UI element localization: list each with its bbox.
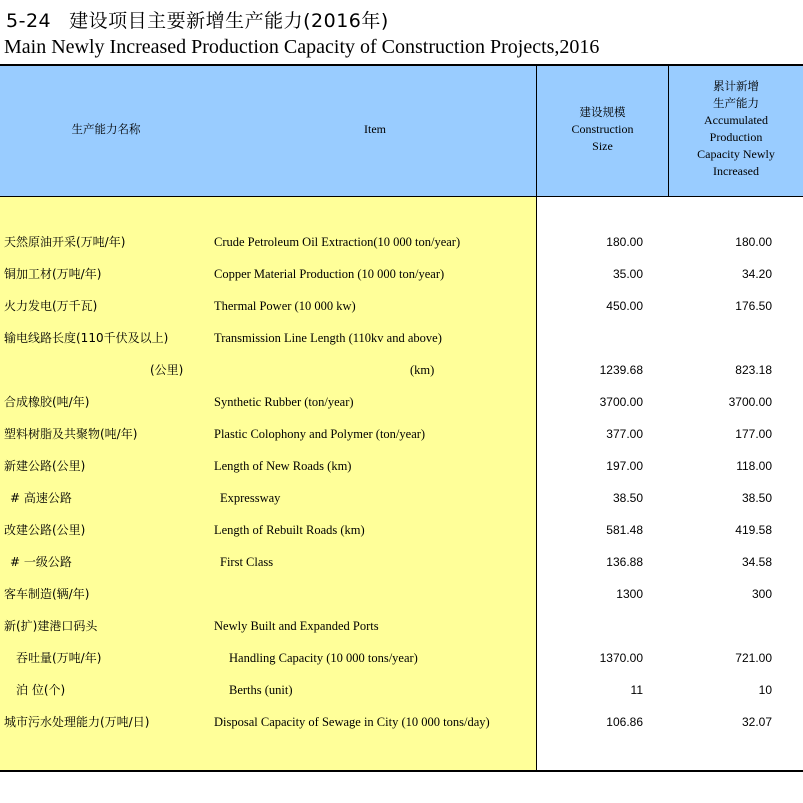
- row-name-en: Crude Petroleum Oil Extraction(10 000 ton/year): [214, 235, 461, 249]
- row-name-cn: # 一级公路: [10, 555, 72, 569]
- row-name-en: Disposal Capacity of Sewage in City (10 000 tons/day): [214, 715, 490, 729]
- row-size: 3700.00: [599, 395, 643, 409]
- page-title-cn: [6, 6, 389, 33]
- row-size: 1300: [616, 587, 643, 601]
- row-name-cn: 火力发电(万千瓦): [4, 299, 98, 313]
- row-accumulated: 180.00: [735, 235, 772, 249]
- row-name-en: Length of New Roads (km): [214, 459, 352, 473]
- row-accumulated: 32.07: [741, 715, 772, 729]
- header-item: Item: [364, 122, 386, 136]
- row-name-cn: 客车制造(辆/年): [4, 587, 90, 601]
- table-row: [0, 329, 803, 361]
- row-accumulated: 176.50: [735, 299, 772, 313]
- row-accumulated: 34.58: [741, 555, 772, 569]
- table-row: [0, 617, 803, 649]
- table-row: [0, 361, 803, 393]
- header-name-cn: 生产能力名称: [71, 122, 141, 136]
- table-row: [0, 489, 803, 521]
- row-size: 35.00: [612, 267, 643, 281]
- row-name-en: Expressway: [220, 491, 281, 505]
- table-row: [0, 713, 803, 745]
- row-size: 136.88: [606, 555, 643, 569]
- row-name-en: Length of Rebuilt Roads (km): [214, 523, 365, 537]
- table-row: [0, 649, 803, 681]
- row-size: 377.00: [606, 427, 643, 441]
- header-size: [537, 104, 668, 155]
- row-name-en: Copper Material Production (10 000 ton/year): [214, 267, 445, 281]
- header-acc-en-2: Production: [709, 130, 763, 144]
- table-number: 5-24: [6, 10, 52, 32]
- row-name-cn: 新(扩)建港口码头: [4, 619, 98, 633]
- row-name-en: (km): [410, 363, 435, 377]
- row-size: 180.00: [606, 235, 643, 249]
- row-accumulated: 3700.00: [728, 395, 772, 409]
- row-name-en: Newly Built and Expanded Ports: [214, 619, 379, 633]
- row-name-cn: 天然原油开采(万吨/年): [4, 235, 126, 249]
- row-accumulated: 10: [758, 683, 772, 697]
- table-row: [0, 393, 803, 425]
- row-size: 11: [630, 683, 643, 697]
- row-name-cn: (公里): [150, 363, 184, 377]
- row-size: 450.00: [606, 299, 643, 313]
- row-name-cn: 新建公路(公里): [4, 459, 86, 473]
- row-name-en: Handling Capacity (10 000 tons/year): [229, 651, 418, 665]
- row-accumulated: 721.00: [735, 651, 772, 665]
- row-size: 581.48: [606, 523, 643, 537]
- row-name-en: Thermal Power (10 000 kw): [214, 299, 356, 313]
- header-bottom-border: [0, 196, 803, 197]
- row-accumulated: 300: [751, 587, 772, 601]
- header-acc-en-4: Increased: [713, 164, 759, 178]
- row-name-cn: 合成橡胶(吨/年): [4, 395, 90, 409]
- row-name-cn: 泊 位(个): [16, 683, 66, 697]
- row-name-en: Plastic Colophony and Polymer (ton/year): [214, 427, 426, 441]
- row-accumulated: 34.20: [741, 267, 772, 281]
- row-accumulated: 38.50: [741, 491, 772, 505]
- row-name-en: Synthetic Rubber (ton/year): [214, 395, 354, 409]
- row-size: 106.86: [606, 715, 643, 729]
- row-name-cn: 改建公路(公里): [4, 523, 86, 537]
- row-size: 197.00: [606, 459, 643, 473]
- row-name-cn: 吞吐量(万吨/年): [16, 651, 102, 665]
- header-acc-en-3: Capacity Newly: [697, 147, 775, 161]
- row-accumulated: 177.00: [735, 427, 772, 441]
- table-row: [0, 585, 803, 617]
- table-row: [0, 681, 803, 713]
- table-bottom-border: [0, 770, 803, 772]
- row-accumulated: 823.18: [735, 363, 772, 377]
- page-title-en: Main Newly Increased Production Capacity of Construction Projects,2016: [4, 36, 600, 58]
- header-size-en-1: Construction: [571, 122, 634, 136]
- row-name-en: Transmission Line Length (110kv and above): [214, 331, 442, 345]
- title-cn-text: 建设项目主要新增生产能力(2016年): [69, 10, 389, 32]
- table-row: [0, 425, 803, 457]
- table-row: [0, 265, 803, 297]
- table-row: [0, 521, 803, 553]
- row-accumulated: 118.00: [736, 459, 772, 473]
- header-size-cn: 建设规模: [579, 105, 626, 119]
- row-name-cn: # 高速公路: [10, 491, 72, 505]
- data-table: [0, 64, 803, 772]
- header-acc-cn-2: 生产能力: [713, 96, 759, 110]
- table-row: [0, 457, 803, 489]
- row-name-en: First Class: [220, 555, 274, 569]
- header-acc-en-1: Accumulated: [704, 113, 768, 127]
- row-name-cn: 塑料树脂及共聚物(吨/年): [4, 427, 138, 441]
- row-size: 38.50: [612, 491, 643, 505]
- header-accumulated: [669, 78, 803, 180]
- table-row: [0, 553, 803, 585]
- row-name-cn: 铜加工材(万吨/年): [4, 267, 102, 281]
- row-size: 1239.68: [599, 363, 643, 377]
- row-accumulated: 419.58: [735, 523, 772, 537]
- row-name-cn: 输电线路长度(110千伏及以上): [4, 331, 169, 345]
- header-acc-cn-1: 累计新增: [713, 79, 759, 93]
- table-row: [0, 233, 803, 265]
- table-row: [0, 297, 803, 329]
- header-size-en-2: Size: [592, 139, 613, 153]
- row-name-cn: 城市污水处理能力(万吨/日): [4, 715, 150, 729]
- row-name-en: Berths (unit): [229, 683, 293, 697]
- row-size: 1370.00: [599, 651, 643, 665]
